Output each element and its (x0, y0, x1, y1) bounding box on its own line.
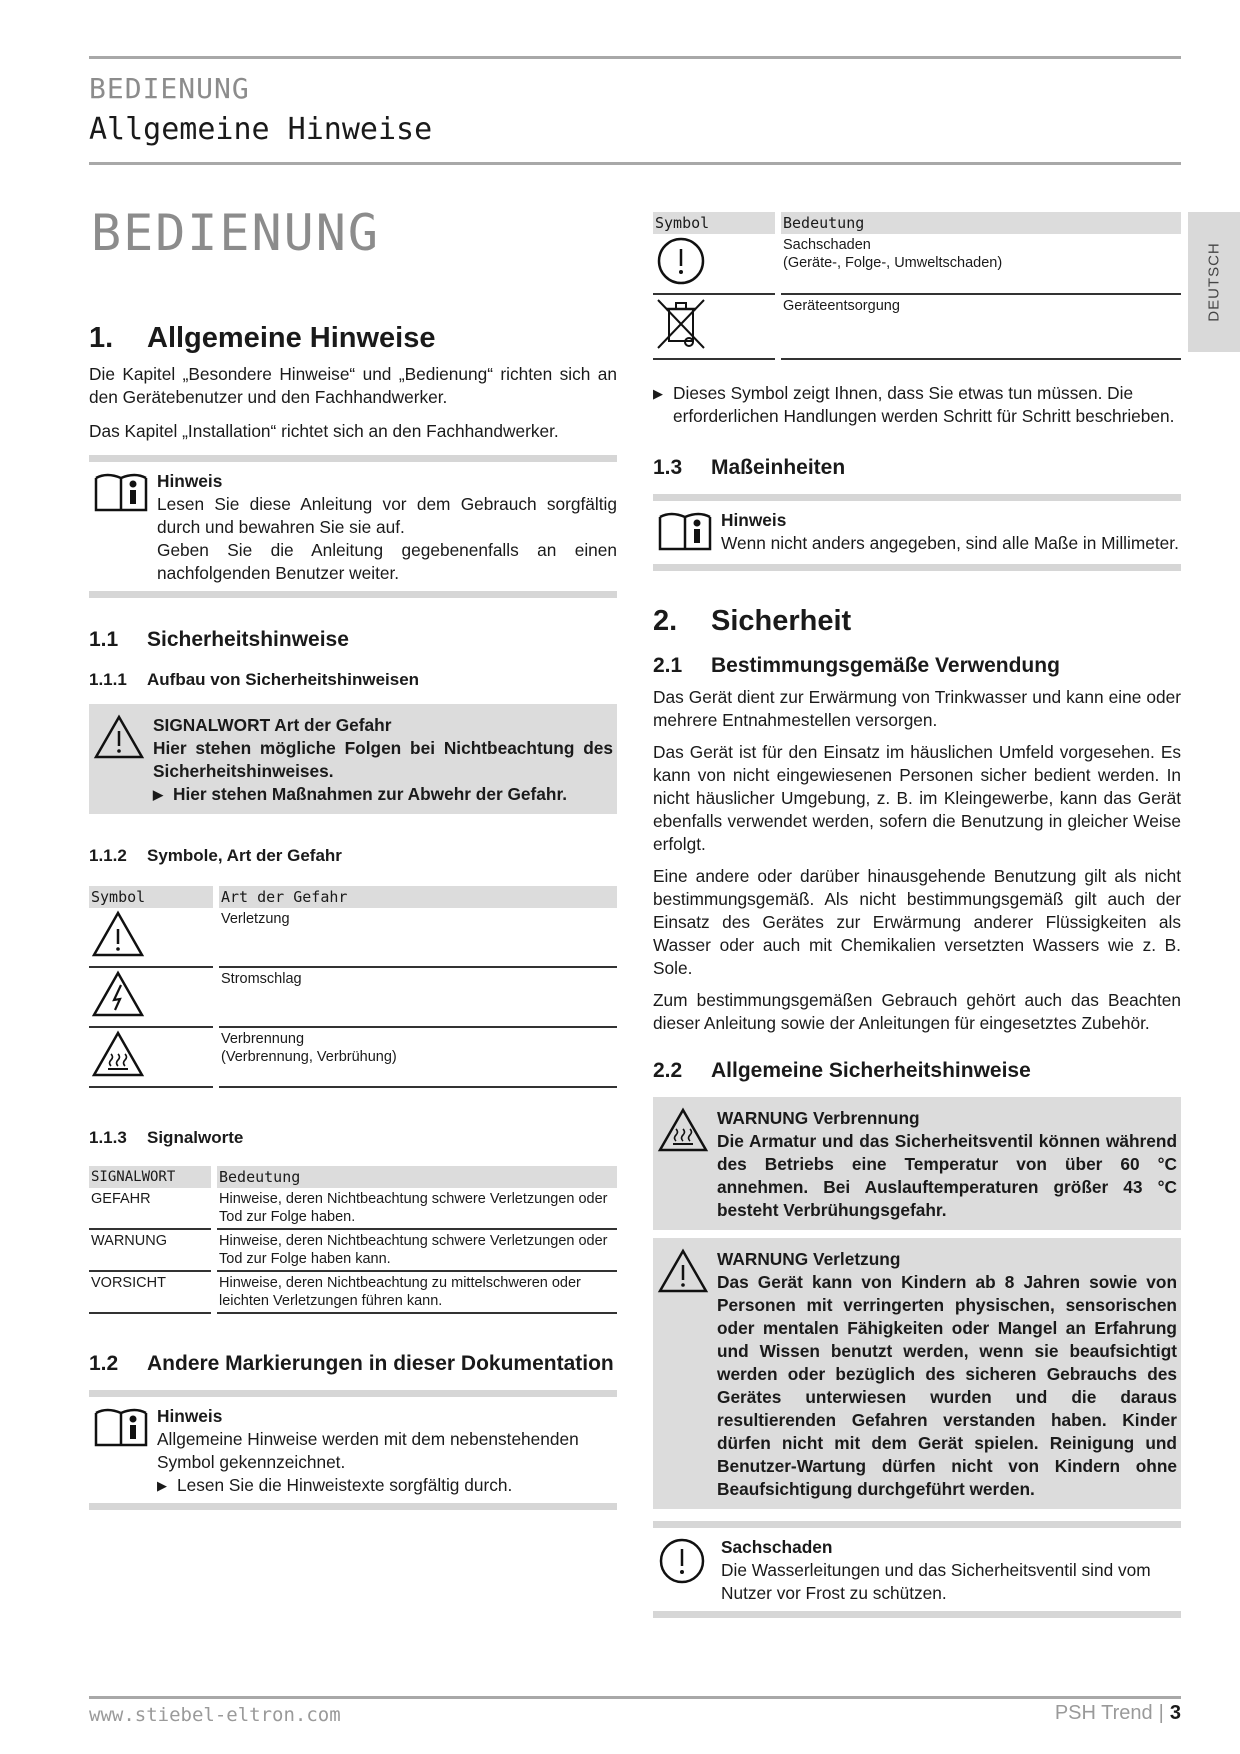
section-1-heading (89, 322, 617, 355)
section-number: 1.3 (653, 456, 683, 479)
hot-surface-icon (657, 1107, 717, 1222)
column-header: Bedeutung (217, 1166, 617, 1188)
section-1-1-3-heading (89, 1128, 617, 1148)
section-title: Maßeinheiten (711, 456, 846, 479)
section-title: Allgemeine Hinweise (147, 322, 436, 354)
footer-rule (89, 1696, 1181, 1699)
hint-text: Geben Sie die Anleitung gegebenenfalls an einen nachfolgenden Benutzer weiter. (157, 540, 617, 583)
warning-title: WARNUNG Verbrennung (717, 1108, 920, 1128)
table-row (89, 1272, 617, 1314)
signal-word: VORSICHT (89, 1272, 211, 1314)
section-number: 1.1 (89, 628, 119, 651)
section-number: 1. (89, 322, 114, 354)
hint-text: Wenn nicht anders angegeben, sind alle Maße in Millimeter. (721, 533, 1179, 553)
symbol-meaning: Sachschaden (783, 237, 871, 253)
hint-text: Allgemeine Hinweise werden mit dem nebenstehenden Symbol gekennzeichnet. (157, 1429, 579, 1472)
hazard-detail: (Verbrennung, Verbrühung) (221, 1049, 397, 1065)
section-title: Sicherheitshinweise (147, 628, 349, 651)
hint-text: Lesen Sie diese Anleitung vor dem Gebrauch sorgfältig durch und bewahren Sie sie auf. (157, 494, 617, 537)
section-2-1-heading (653, 654, 1181, 678)
header-top-rule (89, 56, 1181, 59)
paragraph: Das Gerät dient zur Erwärmung von Trinkwasser und kann eine oder mehrere Entnahmestellen versorgen. (653, 687, 1181, 730)
action-step (157, 1474, 617, 1497)
paragraph: Eine andere oder darüber hinausgehende Benutzung gilt als nicht bestimmungsgemäß. Als nicht bestimmungsgemäß gilt auch der Einsatz des Gerätes zur Erwärmung anderer Flüssigkeiten als Wasser oder auch mit Chemikalien versetzten Wassers wie z. B. Sole. (653, 866, 1181, 978)
hint-box (653, 494, 1181, 571)
table-row (89, 1230, 617, 1272)
disposal-bin-icon (653, 295, 775, 360)
action-step-text: Lesen Sie die Hinweistexte sorgfältig durch. (177, 1475, 513, 1495)
signal-meaning: Hinweise, deren Nichtbeachtung schwere Verletzungen oder Tod zur Folge haben. (217, 1188, 617, 1230)
footer-website-link[interactable]: www.stiebel-eltron.com (89, 1704, 341, 1726)
warning-burn-box (653, 1097, 1181, 1230)
play-arrow-icon: ▶ (157, 1478, 167, 1493)
hot-surface-icon (89, 1028, 213, 1088)
column-header: Bedeutung (781, 212, 1181, 234)
warning-triangle-icon (657, 1248, 717, 1501)
hint-text: Die Wasserleitungen und das Sicherheitsventil sind vom Nutzer vor Frost zu schützen. (721, 1560, 1151, 1603)
section-1-1-1-heading (89, 670, 617, 690)
signal-word-table (89, 1166, 617, 1314)
section-title: Bestimmungsgemäße Verwendung (711, 654, 1060, 677)
manual-info-icon (653, 509, 721, 558)
paragraph: Die Kapitel „Besondere Hinweise“ und „Bedienung“ richten sich an den Gerätebenutzer und den Fachhandwerker. (89, 364, 617, 407)
hazard-type: Verbrennung (221, 1031, 305, 1047)
column-header: SIGNALWORT (89, 1166, 211, 1188)
section-number: 2. (653, 605, 678, 637)
symbol-meaning-table (653, 212, 1181, 360)
section-1-1-2-heading (89, 846, 617, 866)
section-title: Signalworte (147, 1128, 244, 1147)
hazard-symbol-table (89, 886, 617, 1088)
header-chapter: BEDIENUNG (89, 72, 250, 105)
property-damage-icon (653, 1536, 721, 1605)
table-row (89, 968, 617, 1028)
warning-triangle-icon (93, 714, 153, 806)
action-step-text: Hier stehen Maßnahmen zur Abwehr der Gefahr. (173, 784, 568, 804)
play-arrow-icon: ▶ (153, 787, 163, 802)
warning-text: Hier stehen mögliche Folgen bei Nichtbeachtung des Sicherheitshinweises. (153, 738, 613, 781)
manual-info-icon (89, 1405, 157, 1497)
language-tab (1188, 212, 1240, 352)
hint-title: Hinweis (157, 471, 223, 491)
section-title: Sicherheit (711, 605, 852, 637)
warning-text: Die Armatur und das Sicherheitsventil können während des Betriebs eine Temperatur von über 60 °C annehmen. Bei Auslauftemperaturen größer 43 °C besteht Verbrühungsgefahr. (717, 1131, 1177, 1220)
hint-title: Hinweis (157, 1406, 223, 1426)
section-1-1-heading (89, 628, 617, 652)
section-1-2-heading (89, 1352, 617, 1376)
hazard-type: Stromschlag (221, 971, 302, 987)
section-number: 2.1 (653, 654, 683, 677)
hint-title: Hinweis (721, 510, 787, 530)
warning-box-example (89, 704, 617, 814)
hint-box (89, 455, 617, 598)
chapter-title: BEDIENUNG (91, 204, 380, 262)
section-2-2-heading (653, 1059, 1181, 1083)
section-title: Aufbau von Sicherheitshinweisen (147, 670, 420, 689)
symbol-meaning: Geräteentsorgung (783, 298, 900, 314)
warning-text: Das Gerät kann von Kindern ab 8 Jahren sowie von Personen mit verringerten physischen, sensorischen oder mentalen Fähigkeiten oder Mangel an Erfahrung und Wissen benutzt werden, wenn sie beaufsichtigt werden oder bezüglich des sicheren Gebrauchs des Gerätes unterwiesen wurden und die daraus resultierenden Gefahren verstanden haben. Kinder dürfen nicht mit dem Gerät spielen. Reinigung und Benutzer-Wartung dürfen nicht von Kindern ohne Beaufsichtigung durchgeführt werden. (717, 1272, 1177, 1499)
column-header: Symbol (89, 886, 213, 908)
column-header: Symbol (653, 212, 775, 234)
column-header: Art der Gefahr (219, 886, 617, 908)
right-column (653, 212, 1181, 1618)
warning-triangle-icon (89, 908, 213, 968)
page-number: 3 (1169, 1702, 1181, 1724)
action-step (153, 783, 613, 806)
action-step-text: Dieses Symbol zeigt Ihnen, dass Sie etwas tun müssen. Die erforderlichen Handlungen werden Schritt für Schritt beschrieben. (673, 383, 1175, 426)
section-number: 2.2 (653, 1059, 683, 1082)
hint-title: Sachschaden (721, 1537, 833, 1557)
section-number: 1.2 (89, 1352, 119, 1375)
warning-title: SIGNALWORT Art der Gefahr (153, 715, 392, 735)
product-name: PSH Trend (1054, 1702, 1153, 1724)
section-title: Allgemeine Sicherheitshinweise (711, 1059, 1031, 1082)
paragraph: Das Gerät ist für den Einsatz im häuslichen Umfeld vorgesehen. Es kann von nicht eingewiesenen Personen sicher bedient werden. In nicht häuslicher Umgebung, z. B. im Kleingewerbe, kann das Gerät ebenfalls verwendet werden, sofern die Benutzung in gleicher Weise erfolgt. (653, 742, 1181, 854)
paragraph: Das Kapitel „Installation“ richtet sich an den Fachhandwerker. (89, 421, 559, 441)
signal-meaning: Hinweise, deren Nichtbeachtung zu mittelschweren oder leichten Verletzungen führen kann. (217, 1272, 617, 1314)
electric-shock-icon (89, 968, 213, 1028)
section-title: Symbole, Art der Gefahr (147, 846, 342, 865)
action-step-info (653, 382, 1181, 428)
table-row (89, 908, 617, 968)
table-row (89, 1028, 617, 1088)
signal-meaning: Hinweise, deren Nichtbeachtung schwere Verletzungen oder Tod zur Folge haben kann. (217, 1230, 617, 1272)
section-1-3-heading (653, 456, 1181, 480)
warning-title: WARNUNG Verletzung (717, 1249, 901, 1269)
hint-box (89, 1390, 617, 1510)
header-section: Allgemeine Hinweise (89, 112, 433, 147)
table-row (89, 1188, 617, 1230)
section-title: Andere Markierungen in dieser Dokumentation (147, 1352, 614, 1375)
manual-info-icon (89, 470, 157, 585)
play-arrow-icon: ▶ (653, 386, 663, 401)
section-2-heading (653, 605, 1181, 638)
symbol-detail: (Geräte-, Folge-, Umweltschaden) (783, 255, 1003, 271)
table-row (653, 295, 1181, 360)
left-column (89, 322, 617, 1510)
hazard-type: Verletzung (221, 911, 290, 927)
warning-injury-box (653, 1238, 1181, 1509)
section-number: 1.1.3 (89, 1128, 127, 1147)
property-damage-box (653, 1521, 1181, 1618)
signal-word: GEFAHR (89, 1188, 211, 1230)
section-number: 1.1.2 (89, 846, 127, 865)
property-damage-icon (653, 234, 775, 295)
language-tab-label: DEUTSCH (1205, 242, 1223, 322)
signal-word: WARNUNG (89, 1230, 211, 1272)
table-row (653, 234, 1181, 295)
footer-page-info: PSH Trend | 3 (1054, 1702, 1181, 1724)
header-bottom-rule (89, 162, 1181, 165)
paragraph: Zum bestimmungsgemäßen Gebrauch gehört auch das Beachten dieser Anleitung sowie der Anleitungen für eingesetztes Zubehör. (653, 990, 1181, 1033)
section-number: 1.1.1 (89, 670, 127, 689)
